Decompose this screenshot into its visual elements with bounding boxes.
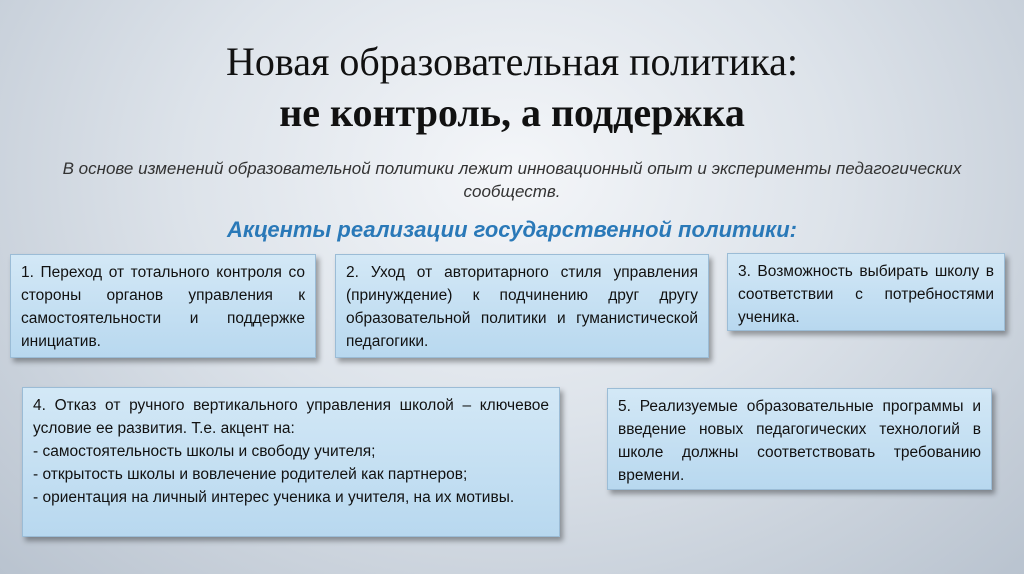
accent-card-5: 5. Реализуемые образовательные программы и введение новых педагогических технологий в школе должны соответствовать требованию времени. (607, 388, 992, 490)
card-4-item: - открытость школы и вовлечение родителей как партнеров; (33, 466, 468, 483)
accent-card-1: 1. Переход от тотального контроля со стороны органов управления к самостоятельности и поддержке инициатив. (10, 254, 316, 358)
card-4-item: - самостоятельность школы и свободу учителя; (33, 443, 376, 460)
subtitle: В основе изменений образовательной политики лежит инновационный опыт и эксперименты педагогических сообществ. (62, 159, 962, 201)
accent-card-3: 3. Возможность выбирать школу в соответствии с потребностями ученика. (727, 253, 1005, 331)
card-4-item: - ориентация на личный интерес ученика и учителя, на их мотивы. (33, 489, 515, 506)
page-title: Новая образовательная политика: (226, 39, 798, 84)
accent-card-4 (22, 387, 560, 537)
section-heading: Акценты реализации государственной политики: (227, 217, 797, 242)
page-title-emphasis: не контроль, а поддержка (279, 90, 745, 135)
accent-card-2: 2. Уход от авторитарного стиля управления (принуждение) к подчинению друг другу образовательной политики и гуманистической педагогики. (335, 254, 709, 358)
card-4-intro: 4. Отказ от ручного вертикального управления школой – ключевое условие ее развития. Т.е. акцент на: (33, 397, 549, 437)
